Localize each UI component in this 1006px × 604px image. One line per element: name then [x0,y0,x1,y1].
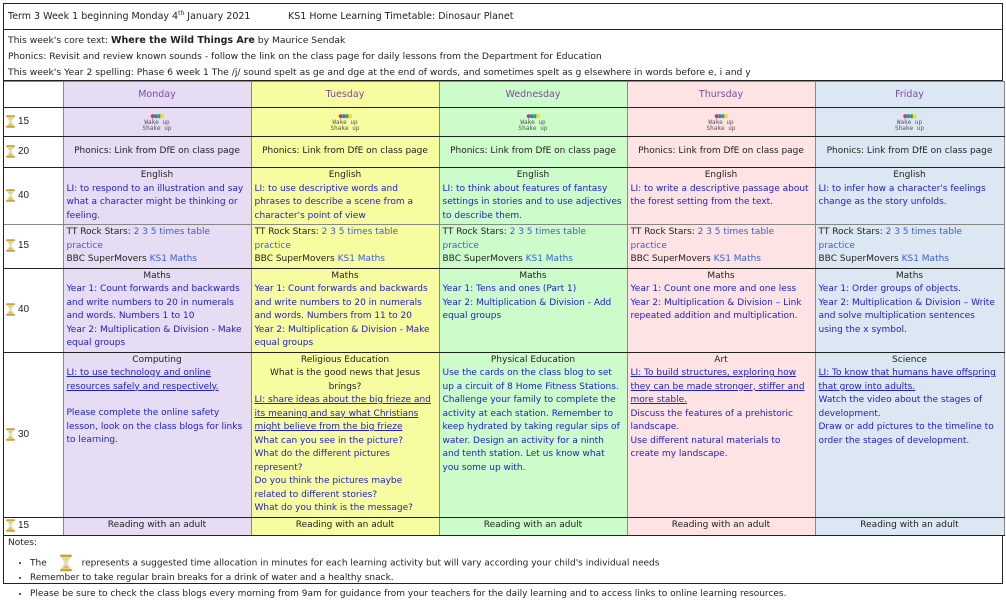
english-thursday: English LI: to write a descriptive passage about the forest setting from the text. [627,168,815,225]
day-friday: Friday [815,82,1004,108]
notes-list [8,554,998,602]
time-cell: 20 [4,137,63,168]
hourglass-icon [6,189,15,202]
phonics-friday: Phonics: Link from DfE on class page [815,137,1004,168]
times-table-link[interactable]: 2 3 5 times table practice [442,227,587,251]
ks1-maths-link[interactable]: KS1 Maths [525,254,573,264]
wake-up-monday[interactable] [63,108,251,137]
maths-friday: Maths Year 1: Order groups of objects. Year 2: Multiplication & Division – Write and solve multiplication sentences using the x symbol. [815,268,1004,352]
phonics-tuesday: Phonics: Link from DfE on class page [251,137,439,168]
day-monday: Monday [63,82,251,108]
time-cell: 15 [4,517,63,535]
wake-up-shake-up-logo: ●●●● Wake up Shake up [706,111,736,132]
time-cell: 40 [4,168,63,225]
ks1-maths-link[interactable]: KS1 Maths [337,254,385,264]
science-link[interactable]: LI: To know that humans have offspring that grow into adults. [818,368,996,392]
time-cell: 15 [4,225,63,269]
reading-tuesday: Reading with an adult [251,517,439,535]
day-wednesday: Wednesday [439,82,627,108]
notes-title: Notes: [8,537,38,548]
reading-thursday: Reading with an adult [627,517,815,535]
times-table-link[interactable]: 2 3 5 times table practice [254,227,399,251]
hourglass-icon [6,303,15,316]
wake-up-shake-up-logo: ●●●● Wake up Shake up [330,111,360,132]
english-friday: English LI: to infer how a character's feelings change as the story unfolds. [815,168,1004,225]
time-cell: 30 [4,352,63,517]
timetable-title: KS1 Home Learning Timetable: Dinosaur Planet [288,11,514,22]
english-monday: English LI: to respond to an illustration and say what a character might be thinking or feeling. [63,168,251,225]
phonics-wednesday: Phonics: Link from DfE on class page [439,137,627,168]
ks1-maths-link[interactable]: KS1 Maths [149,254,197,264]
wake-up-thursday[interactable] [627,108,815,137]
wake-up-shake-up-logo: ●●●● Wake up Shake up [518,111,548,132]
maths-tuesday: Maths Year 1: Count forwards and backwards and write numbers to 20 in numerals and words. Numbers from 11 to 20 Year 2: Multiplication & Division - Make equal groups [251,268,439,352]
time-cell: 40 [4,268,63,352]
day-header-row [4,82,1004,108]
wake-up-tuesday[interactable] [251,108,439,137]
wake-up-wednesday[interactable] [439,108,627,137]
times-table-link[interactable]: 2 3 5 times table practice [630,227,775,251]
times-table-link[interactable]: 2 3 5 times table practice [818,227,963,251]
weekly-info [4,30,1002,81]
day-thursday: Thursday [627,82,815,108]
maths-row [4,268,1004,352]
phonics-row [4,137,1004,168]
ks1-maths-link[interactable]: KS1 Maths [713,254,761,264]
hourglass-icon [6,115,15,128]
hourglass-icon [6,145,15,158]
afternoon-row [4,352,1004,517]
hourglass-icon [60,554,72,572]
maths-monday: Maths Year 1: Count forwards and backwards and write numbers to 20 in numerals and words. Numbers 1 to 10 Year 2: Multiplication & Division - Make equal groups [63,268,251,352]
computing-link[interactable]: LI: to use technology and online resources safely and respectively. [66,368,219,392]
spelling-info: This week's Year 2 spelling: Phase 6 week 1 The /j/ sound spelt as ge and dge at the end of words, and sometimes spelt as g elsewhere in words before e, i and y [8,67,751,78]
reading-monday: Reading with an adult [63,517,251,535]
timetable-document [3,3,1003,599]
ks1-maths-link[interactable]: KS1 Maths [901,254,949,264]
notes-section [4,536,1002,604]
english-wednesday: English LI: to think about features of fantasy settings in stories and to use adjectives to describe them. [439,168,627,225]
core-text-title: Where the Wild Things Are [111,35,255,46]
hourglass-icon [6,239,15,252]
wake-up-shake-up-logo: ●●●● Wake up Shake up [142,111,172,132]
note-item: • Remember to take regular brain breaks for a drink of water and a healthy snack. [30,570,998,586]
title-row [4,4,1002,30]
tt-friday: TT Rock Stars: 2 3 5 times table practice BBC SuperMovers KS1 Maths [815,225,1004,269]
hourglass-icon [6,519,15,532]
art-link[interactable]: LI: To build structures, exploring how they can be made stronger, stiffer and more stable. [630,368,805,405]
phonics-info: Phonics: Revisit and review known sounds - follow the link on the class page for daily lessons from the Department for Education [8,51,602,62]
time-cell: 15 [4,108,63,137]
note-item: • The represents a suggested time allocation in minutes for each learning activity but will vary according your child's individual needs [30,554,998,570]
corner-cell [4,82,63,108]
tt-tuesday: TT Rock Stars: 2 3 5 times table practice BBC SuperMovers KS1 Maths [251,225,439,269]
re-tuesday: Religious Education What is the good news that Jesus brings? LI: share ideas about the big frieze and its meaning and say what Christians might believe from the big frieze What can you see in the picture? What do the different pictures represent? Do you think the pictures maybe related to different stories? What do you think is the message? [251,352,439,517]
pe-wednesday: Physical Education Use the cards on the class blog to set up a circuit of 8 Home Fitness Stations. Challenge your family to complete the activity at each station. Remember to keep hydrated by taking regular sips of water. Design an activity for a ninth and tenth station. Let us know what you some up with. [439,352,627,517]
core-text-line: This week's core text: Where the Wild Things Are by Maurice Sendak [8,35,346,46]
phonics-thursday: Phonics: Link from DfE on class page [627,137,815,168]
tt-monday: TT Rock Stars: 2 3 5 times table practice BBC SuperMovers KS1 Maths [63,225,251,269]
note-item: • Please be sure to check the class blogs every morning from 9am for guidance from your teachers for the daily learning and to access links to online learning resources. [30,586,998,602]
reading-row [4,517,1004,535]
hourglass-icon [6,428,15,441]
english-tuesday: English LI: to use descriptive words and phrases to describe a scene from a character's point of view [251,168,439,225]
tt-wednesday: TT Rock Stars: 2 3 5 times table practice BBC SuperMovers KS1 Maths [439,225,627,269]
wake-up-row [4,108,1004,137]
reading-wednesday: Reading with an adult [439,517,627,535]
timetable-grid [4,81,1005,536]
science-friday: Science LI: To know that humans have offspring that grow into adults. Watch the video about the stages of development. Draw or add pictures to the timeline to order the stages of development. [815,352,1004,517]
reading-friday: Reading with an adult [815,517,1004,535]
term-date: Term 3 Week 1 beginning Monday 4th January 2021 [8,10,251,23]
wake-up-shake-up-logo: ●●●● Wake up Shake up [895,111,924,132]
re-link[interactable]: LI: share ideas about the big frieze and its meaning and say what Christians might believe from the big frieze [254,395,431,432]
computing-monday: Computing LI: to use technology and online resources safely and respectively. Please complete the online safety lesson, look on the class blogs for links to learning. [63,352,251,517]
maths-thursday: Maths Year 1: Count one more and one less Year 2: Multiplication & Division – Link repeated addition and multiplication. [627,268,815,352]
maths-wednesday: Maths Year 1: Tens and ones (Part 1) Year 2: Multiplication & Division - Add equal groups [439,268,627,352]
wake-up-friday[interactable] [815,108,1004,137]
art-thursday: Art LI: To build structures, exploring how they can be made stronger, stiffer and more stable. Discuss the features of a prehistoric landscape. Use different natural materials to create my landscape. [627,352,815,517]
tt-thursday: TT Rock Stars: 2 3 5 times table practice BBC SuperMovers KS1 Maths [627,225,815,269]
times-table-link[interactable]: 2 3 5 times table practice [66,227,211,251]
english-row [4,168,1004,225]
phonics-monday: Phonics: Link from DfE on class page [63,137,251,168]
day-tuesday: Tuesday [251,82,439,108]
times-tables-row [4,225,1004,269]
